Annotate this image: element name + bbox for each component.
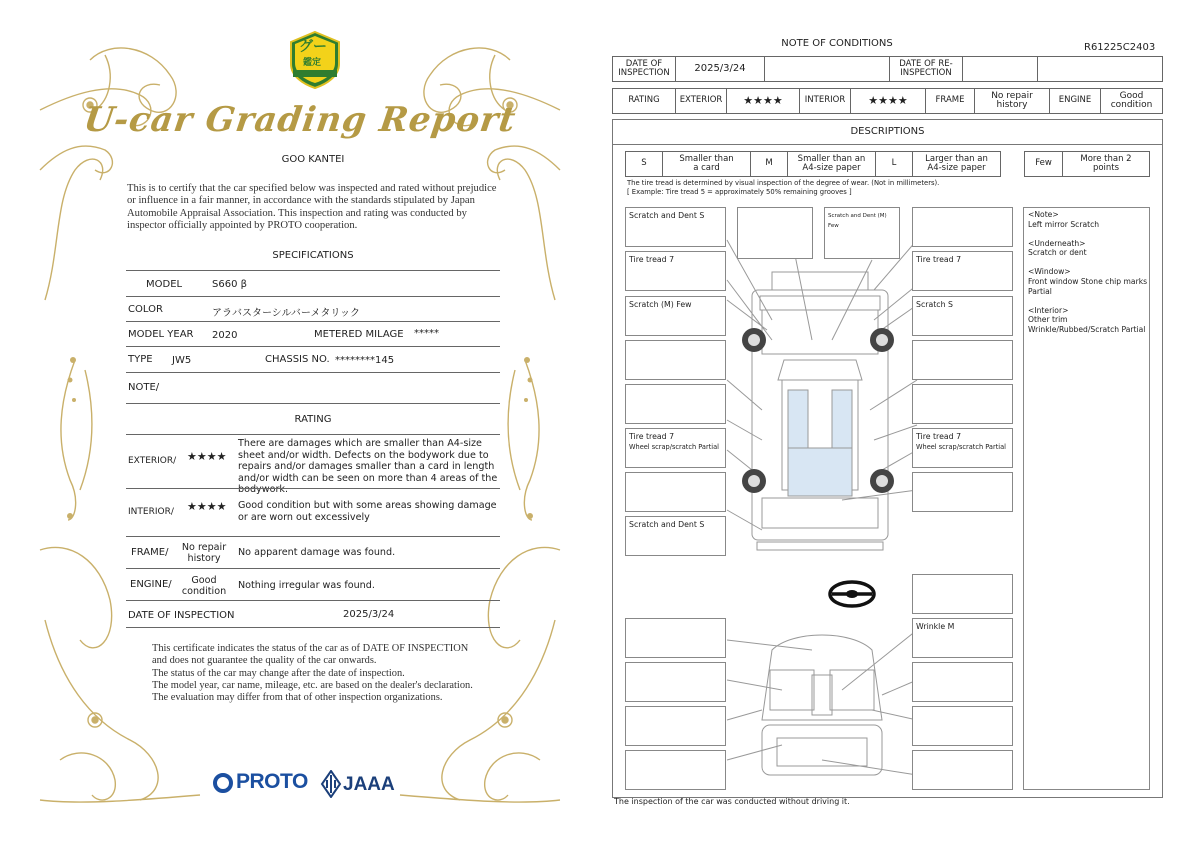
description-box	[625, 472, 726, 512]
rating-heading: RATING	[294, 414, 332, 425]
interior-text: Other trim	[1028, 315, 1068, 325]
legend-l: L	[875, 151, 913, 177]
divider	[126, 321, 500, 322]
type-label: TYPE	[128, 354, 153, 365]
interior-stars: ★★★★	[850, 88, 926, 114]
exterior-label: EXTERIOR	[675, 88, 727, 114]
box-line: Tire tread 7	[916, 432, 962, 441]
underneath-text: Scratch or dent	[1028, 248, 1087, 258]
description-box: Wrinkle M	[912, 618, 1013, 658]
model-year-value: 2020	[212, 330, 238, 341]
description-box	[912, 750, 1013, 790]
badge-top-text: グー	[299, 39, 327, 55]
description-box	[625, 340, 726, 380]
window-text: Front window Stone chip marks Partial	[1028, 276, 1148, 296]
note-label: NOTE/	[128, 382, 160, 393]
descriptions-heading: DESCRIPTIONS	[850, 126, 925, 137]
exterior-stars: ★★★★	[726, 88, 800, 114]
description-box	[912, 340, 1013, 380]
divider	[126, 600, 500, 601]
box-line: Tire tread 7	[629, 432, 675, 441]
frame-value: No repair history	[181, 542, 227, 564]
date-reinspection-label: DATE OF RE-INSPECTION	[889, 56, 963, 82]
interior-description: Good condition but with some areas showing damage or are worn out excessively	[238, 500, 497, 523]
description-box	[912, 472, 1013, 512]
notes-content	[1028, 210, 1148, 335]
frame-label: FRAME	[925, 88, 975, 114]
note-heading: <Note>	[1028, 210, 1059, 219]
certificate-intro: This is to certify that the car specified below was inspected and rated without prejudice or influence in a fair manner, in accordance with the standards stipulated by Japan Automobile Appraisal Association. This inspection and rating was conducted by inspector officially appointed by PROTO cooperation.	[127, 183, 497, 232]
description-box	[625, 428, 726, 468]
specifications-heading: SPECIFICATIONS	[272, 250, 354, 261]
divider	[126, 346, 500, 347]
sheet-reference: R61225C2403	[1084, 42, 1156, 53]
proto-logo-icon	[212, 772, 234, 794]
interior-text: Wrinkle/Rubbed/Scratch Partial	[1028, 325, 1146, 335]
sheet-title: NOTE OF CONDITIONS	[781, 38, 893, 49]
note-text: Left mirror Scratch	[1028, 219, 1100, 229]
date-inspection-label: DATE OF INSPECTION	[612, 56, 676, 82]
description-box	[912, 706, 1013, 746]
jaaa-logo-icon	[320, 770, 342, 798]
empty-cell	[764, 56, 890, 82]
empty-cell	[1037, 56, 1163, 82]
description-box: Tire tread 7	[912, 251, 1013, 291]
engine-value: Good condition	[181, 575, 227, 597]
description-box	[625, 706, 726, 746]
tire-note-2: [ Example: Tire tread 5 = approximately 50% remaining grooves ]	[627, 188, 852, 196]
legend-s: S	[625, 151, 663, 177]
description-box	[912, 428, 1013, 468]
frame-value: No repair history	[974, 88, 1050, 114]
model-year-label: MODEL YEAR	[128, 329, 194, 340]
description-box	[625, 750, 726, 790]
description-box: Scratch (M) Few	[625, 296, 726, 336]
divider	[126, 434, 500, 435]
disclaimer-line: The model year, car name, mileage, etc. are based on the dealer's declaration.	[152, 679, 473, 691]
rating-label: RATING	[612, 88, 676, 114]
legend-m: M	[750, 151, 788, 177]
interior-heading: <Interior>	[1028, 305, 1069, 315]
badge-bottom-text: 鑑定	[303, 58, 322, 68]
legend-m-text: Smaller than an A4-size paper	[787, 151, 876, 177]
underneath-heading: <Underneath>	[1028, 238, 1086, 248]
legend-s-text: Smaller than a card	[662, 151, 751, 177]
tire-note-1: The tire tread is determined by visual inspection of the degree of wear. (Not in millimeters).	[627, 179, 940, 187]
metered-milage-value: *****	[414, 328, 439, 339]
interior-stars: ★★★★	[187, 500, 227, 513]
certificate-disclaimer	[152, 643, 482, 704]
description-box: Scratch and Dent S	[625, 207, 726, 247]
description-box: Scratch and Dent (M) Few	[824, 207, 900, 259]
sheet-footer: The inspection of the car was conducted without driving it.	[614, 797, 850, 806]
date-of-inspection-label: DATE OF INSPECTION	[128, 610, 235, 621]
divider	[126, 568, 500, 569]
box-line: Wheel scrap/scratch Partial	[916, 443, 1006, 451]
empty-cell	[962, 56, 1038, 82]
disclaimer-line: The status of the car may change after the date of inspection.	[152, 667, 405, 679]
divider	[126, 372, 500, 373]
description-box	[625, 384, 726, 424]
engine-label: ENGINE/	[130, 579, 172, 590]
description-box	[912, 662, 1013, 702]
metered-milage-label: METERED MILAGE	[314, 329, 404, 340]
description-box	[737, 207, 813, 259]
divider	[126, 296, 500, 297]
box-line: Wheel scrap/scratch Partial	[629, 443, 719, 451]
interior-label: INTERIOR/	[128, 507, 174, 517]
engine-label: ENGINE	[1049, 88, 1101, 114]
divider	[126, 270, 500, 271]
legend-few: Few	[1024, 151, 1063, 177]
exterior-label: EXTERIOR/	[128, 456, 177, 466]
divider	[126, 488, 500, 489]
frame-label: FRAME/	[131, 547, 169, 558]
window-heading: <Window>	[1028, 267, 1071, 277]
description-box	[625, 662, 726, 702]
certificate-subtitle: GOO KANTEI	[281, 154, 345, 165]
description-box	[912, 574, 1013, 614]
description-box: Scratch S	[912, 296, 1013, 336]
description-box: Scratch and Dent S	[625, 516, 726, 556]
color-value: アラバスターシルバーメタリック	[212, 308, 360, 319]
description-box: Tire tread 7	[625, 251, 726, 291]
legend-l-text: Larger than an A4-size paper	[912, 151, 1001, 177]
disclaimer-line: This certificate indicates the status of the car as of DATE OF INSPECTION and does not guarantee the quality of the car onwards.	[152, 643, 469, 667]
proto-logo-text: PROTO	[236, 770, 308, 793]
exterior-description: There are damages which are smaller than A4-size sheet and/or width. Defects on the bodywork due to repairs and/or damages smaller than a card in length and/or width can be seen on more than 4 areas of the bodywork.	[238, 438, 498, 496]
legend-few-text: More than 2 points	[1062, 151, 1150, 177]
certificate-title: U-car Grading Report	[81, 100, 519, 140]
jaaa-logo-text: JAAA	[343, 774, 395, 795]
steering-wheel-icon	[830, 582, 874, 606]
engine-value: Good condition	[1100, 88, 1163, 114]
type-value: JW5	[172, 355, 192, 366]
disclaimer-line: The evaluation may differ from that of other inspection organizations.	[152, 692, 443, 704]
interior-label: INTERIOR	[799, 88, 851, 114]
date-inspection-value: 2025/3/24	[675, 56, 765, 82]
frame-description: No apparent damage was found.	[238, 547, 396, 558]
color-label: COLOR	[128, 304, 163, 315]
engine-description: Nothing irregular was found.	[238, 580, 375, 591]
description-box	[912, 207, 1013, 247]
chassis-label: CHASSIS NO.	[265, 354, 330, 365]
model-label: MODEL	[146, 279, 183, 290]
description-box	[625, 618, 726, 658]
divider	[126, 536, 500, 537]
model-value: S660 β	[212, 279, 247, 290]
exterior-stars: ★★★★	[187, 450, 227, 463]
description-box	[912, 384, 1013, 424]
chassis-value: ********145	[335, 355, 395, 366]
date-of-inspection-value: 2025/3/24	[343, 609, 395, 620]
divider	[126, 627, 500, 628]
divider	[126, 403, 500, 404]
